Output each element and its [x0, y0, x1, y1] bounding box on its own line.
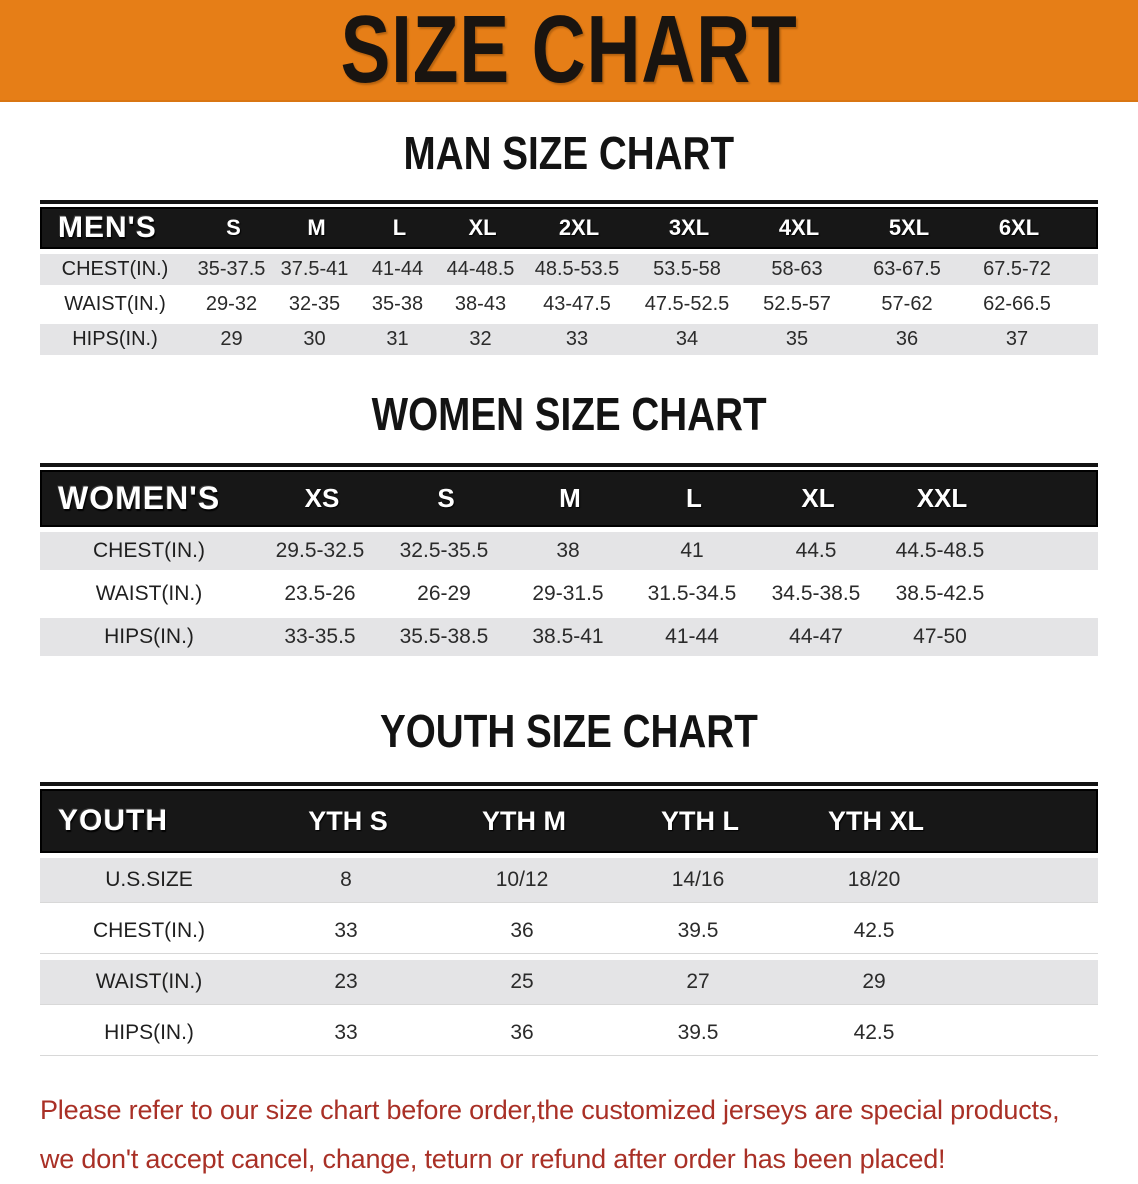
size-column-header: YTH L [661, 805, 739, 836]
youth-size-table [40, 782, 1098, 1056]
table-corner-label: MEN'S [58, 211, 157, 244]
size-column-header: S [437, 483, 455, 513]
size-value-cell: 33-35.5 [284, 625, 356, 648]
table-top-rule [40, 782, 1098, 786]
size-column-header: YTH S [308, 805, 388, 836]
size-value-cell: 35.5-38.5 [399, 625, 489, 648]
size-value-cell: 10/12 [495, 868, 549, 891]
size-value-cell: 57-62 [881, 293, 933, 315]
size-column-header: YTH XL [827, 805, 924, 836]
table-top-rule [40, 463, 1098, 467]
men-section [0, 127, 1138, 355]
size-value-cell: 52.5-57 [763, 293, 831, 315]
size-value-cell: 31 [386, 328, 409, 350]
size-value-cell: 44.5-48.5 [895, 539, 985, 562]
size-column-header: XL [801, 483, 835, 513]
size-value-cell: 8 [340, 868, 352, 891]
size-value-cell: 48.5-53.5 [534, 258, 620, 280]
size-value-cell: 29 [862, 970, 886, 993]
size-value-cell: 33 [334, 919, 358, 942]
size-value-cell: 36 [895, 328, 919, 350]
size-value-cell: 62-66.5 [983, 293, 1051, 315]
table-header-row [40, 789, 1098, 853]
banner-title: SIZE CHART [340, 0, 798, 103]
banner [0, 0, 1138, 102]
size-value-cell: 26-29 [417, 582, 471, 605]
youth-section-title [0, 705, 1138, 757]
measure-row [40, 960, 1098, 1005]
size-value-cell: 44.5 [795, 539, 837, 562]
women-size-table [40, 463, 1098, 656]
size-value-cell: 30 [303, 328, 326, 350]
size-value-cell: 36 [510, 1021, 534, 1044]
size-column-header: L [392, 215, 407, 240]
size-value-cell: 35 [785, 328, 809, 350]
size-value-cell: 23 [334, 970, 358, 993]
size-value-cell: 39.5 [677, 919, 719, 942]
size-column-header: XL [468, 215, 497, 240]
notice-line-2: we don't accept cancel, change, teturn or refund after order has been placed! [40, 1144, 946, 1174]
men-size-table [40, 200, 1098, 355]
measure-row [40, 254, 1098, 285]
size-value-cell: 33 [334, 1021, 358, 1044]
measure-row-label: CHEST(IN.) [93, 539, 205, 562]
table-corner-label: YOUTH [58, 804, 168, 837]
size-value-cell: 18/20 [847, 868, 901, 891]
measure-row [40, 532, 1098, 570]
size-value-cell: 58-63 [771, 258, 823, 280]
size-value-cell: 14/16 [671, 868, 725, 891]
size-value-cell: 29.5-32.5 [275, 539, 365, 562]
measure-row-label: HIPS(IN.) [72, 328, 158, 350]
size-value-cell: 23.5-26 [284, 582, 356, 605]
measure-row-label: CHEST(IN.) [93, 919, 205, 942]
measure-row [40, 909, 1098, 954]
size-column-header: M [559, 483, 581, 513]
size-column-header: 4XL [778, 215, 820, 240]
youth-section [0, 705, 1138, 1056]
size-value-cell: 42.5 [853, 1021, 895, 1044]
measure-row [40, 1011, 1098, 1056]
size-value-cell: 27 [686, 970, 710, 993]
size-value-cell: 63-67.5 [873, 258, 941, 280]
women-section [0, 388, 1138, 656]
size-value-cell: 39.5 [677, 1021, 719, 1044]
measure-row-label: WAIST(IN.) [95, 970, 203, 993]
size-column-header: XS [304, 483, 340, 513]
size-value-cell: 32.5-35.5 [399, 539, 489, 562]
size-value-cell: 44-48.5 [446, 258, 515, 280]
table-top-rule [40, 200, 1098, 204]
size-value-cell: 44-47 [789, 625, 843, 648]
size-value-cell: 41-44 [665, 625, 719, 648]
size-column-header: 5XL [888, 215, 930, 240]
measure-row-label: U.S.SIZE [105, 868, 193, 891]
women-section-title [0, 388, 1138, 440]
measure-row [40, 289, 1098, 320]
measure-row [40, 858, 1098, 903]
size-value-cell: 25 [510, 970, 534, 993]
size-value-cell: 29 [220, 328, 243, 350]
size-column-header: S [226, 215, 241, 240]
size-value-cell: 42.5 [853, 919, 895, 942]
size-column-header: 6XL [998, 215, 1040, 240]
size-value-cell: 35-38 [371, 293, 424, 315]
size-column-header: 3XL [668, 215, 710, 240]
order-notice [40, 1086, 1138, 1184]
size-value-cell: 43-47.5 [543, 293, 611, 315]
size-value-cell: 38.5-41 [532, 625, 604, 648]
size-column-header: M [307, 215, 326, 240]
size-value-cell: 38.5-42.5 [895, 582, 985, 605]
size-value-cell: 34 [675, 328, 699, 350]
size-value-cell: 33 [565, 328, 589, 350]
women-section-title-text: WOMEN SIZE CHART [371, 388, 767, 440]
size-value-cell: 32 [469, 328, 492, 350]
size-value-cell: 67.5-72 [983, 258, 1051, 280]
measure-row-label: HIPS(IN.) [104, 1021, 194, 1044]
size-column-header: YTH M [482, 805, 566, 836]
size-value-cell: 47-50 [913, 625, 967, 648]
size-value-cell: 36 [510, 919, 534, 942]
men-section-title [0, 127, 1138, 179]
size-value-cell: 32-35 [288, 293, 341, 315]
measure-row-label: WAIST(IN.) [95, 582, 203, 605]
table-header-row [40, 207, 1098, 249]
measure-row [40, 324, 1098, 355]
size-value-cell: 29-31.5 [532, 582, 604, 605]
size-value-cell: 41-44 [371, 258, 424, 280]
size-column-header: 2XL [558, 215, 600, 240]
size-column-header: L [686, 483, 702, 513]
table-header-row [40, 470, 1098, 527]
size-value-cell: 29-32 [205, 293, 258, 315]
youth-section-title-text: YOUTH SIZE CHART [380, 705, 758, 757]
size-value-cell: 35-37.5 [197, 258, 266, 280]
measure-row [40, 575, 1098, 613]
size-value-cell: 47.5-52.5 [644, 293, 730, 315]
size-column-header: XXL [916, 483, 968, 513]
table-corner-label: WOMEN'S [58, 480, 221, 516]
size-value-cell: 41 [680, 539, 704, 562]
size-value-cell: 38-43 [454, 293, 507, 315]
measure-row [40, 618, 1098, 656]
size-value-cell: 31.5-34.5 [647, 582, 737, 605]
measure-row-label: HIPS(IN.) [104, 625, 194, 648]
size-value-cell: 53.5-58 [653, 258, 721, 280]
men-section-title-text: MAN SIZE CHART [403, 127, 735, 179]
size-value-cell: 37 [1005, 328, 1029, 350]
size-value-cell: 34.5-38.5 [771, 582, 861, 605]
size-value-cell: 37.5-41 [280, 258, 349, 280]
notice-line-1: Please refer to our size chart before order,the customized jerseys are special products, [40, 1095, 1060, 1125]
size-value-cell: 38 [556, 539, 580, 562]
measure-row-label: CHEST(IN.) [61, 258, 169, 280]
measure-row-label: WAIST(IN.) [64, 293, 166, 315]
